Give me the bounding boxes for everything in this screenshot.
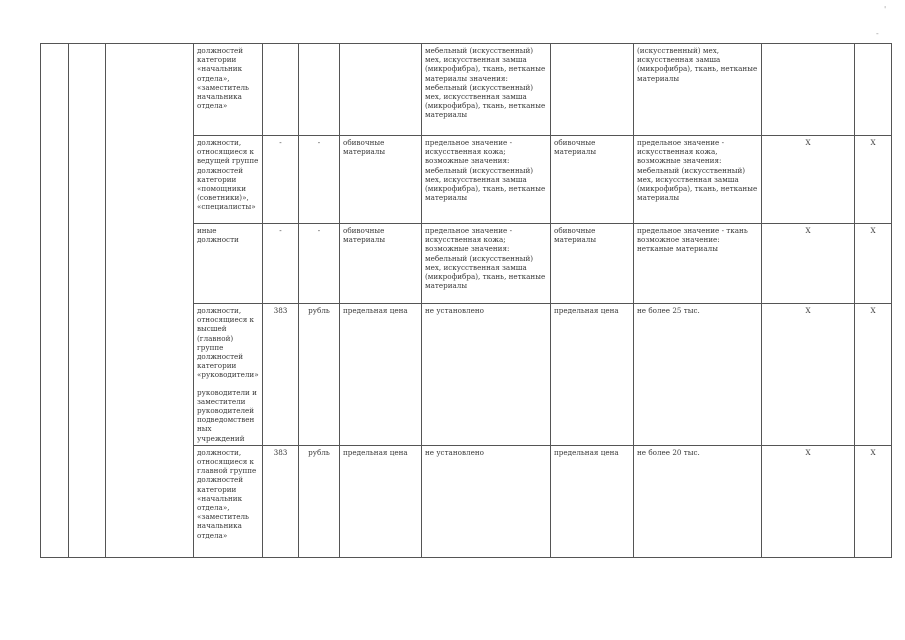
- name-cell: обивочные материалы: [340, 224, 422, 304]
- x-cell: X: [762, 304, 855, 446]
- code-cell: 383: [263, 445, 299, 557]
- unit-cell: рубль: [299, 445, 340, 557]
- empty-cell: [69, 44, 106, 558]
- value-cell-b: (искусственный) мех, искусственная замша (микрофибра), ткань, нетканые материалы: [634, 44, 762, 136]
- name-cell-b: предельная цена: [551, 304, 634, 446]
- value-cell: не установлено: [422, 445, 551, 557]
- name-cell: предельная цена: [340, 304, 422, 446]
- unit-cell: -: [299, 224, 340, 304]
- position-cell: должности, относящиеся к высшей (главной) группе должностей категории «руководители» руководители и заместители руководителей подведомственных учреждений: [194, 304, 263, 446]
- code-cell: [263, 44, 299, 136]
- position-cell: должности, относящиеся к ведущей группе должностей категории «помощники (советники)», «специалисты»: [194, 136, 263, 224]
- code-cell: -: [263, 224, 299, 304]
- code-cell: 383: [263, 304, 299, 446]
- x-cell: X: [762, 445, 855, 557]
- table-row: [41, 44, 892, 136]
- name-cell: [340, 44, 422, 136]
- name-cell: предельная цена: [340, 445, 422, 557]
- x-cell: [855, 44, 892, 136]
- x-cell: X: [855, 224, 892, 304]
- empty-cell: [106, 44, 194, 558]
- document-table: [40, 43, 892, 558]
- x-cell: X: [855, 136, 892, 224]
- name-cell-b: обивочные материалы: [551, 224, 634, 304]
- name-cell-b: [551, 44, 634, 136]
- scan-speck: -: [876, 29, 879, 38]
- name-cell-b: обивочные материалы: [551, 136, 634, 224]
- x-cell: X: [855, 445, 892, 557]
- empty-cell: [41, 44, 69, 558]
- position-cell: должности, относящиеся к главной группе должностей категории «начальник отдела», «заместитель начальника отдела»: [194, 445, 263, 557]
- position-extra: руководители и заместители руководителей подведомственных учреждений: [197, 387, 257, 443]
- value-cell-b: предельное значение - искусственная кожа, возможные значения: мебельный (искусственный) мех, искусственная замша (микрофибра), ткань, нетканые материалы: [634, 136, 762, 224]
- value-cell-b: не более 25 тыс.: [634, 304, 762, 446]
- value-cell: предельное значение - искусственная кожа; возможные значения: мебельный (искусственный) мех, искусственная замша (микрофибра), ткань, нетканые материалы: [422, 224, 551, 304]
- position-cell: иные должности: [194, 224, 263, 304]
- value-cell: предельное значение - искусственная кожа; возможные значения: мебельный (искусственный) мех, искусственная замша (микрофибра), ткань, нетканые материалы: [422, 136, 551, 224]
- value-cell-b: не более 20 тыс.: [634, 445, 762, 557]
- value-cell: не установлено: [422, 304, 551, 446]
- unit-cell: [299, 44, 340, 136]
- x-cell: X: [762, 136, 855, 224]
- value-cell: мебельный (искусственный) мех, искусственная замша (микрофибра), ткань, нетканые материалы значения: мебельный (искусственный) мех, искусственная замша (микрофибра), ткань, нетканые материалы: [422, 44, 551, 136]
- x-cell: [762, 44, 855, 136]
- name-cell: обивочные материалы: [340, 136, 422, 224]
- scan-speck: ': [884, 5, 887, 14]
- x-cell: X: [855, 304, 892, 446]
- x-cell: X: [762, 224, 855, 304]
- unit-cell: -: [299, 136, 340, 224]
- name-cell-b: предельная цена: [551, 445, 634, 557]
- value-cell-b: предельное значение - ткань возможное значение: нетканые материалы: [634, 224, 762, 304]
- code-cell: -: [263, 136, 299, 224]
- position-cell: должностей категории «начальник отдела», «заместитель начальника отдела»: [194, 44, 263, 136]
- unit-cell: рубль: [299, 304, 340, 446]
